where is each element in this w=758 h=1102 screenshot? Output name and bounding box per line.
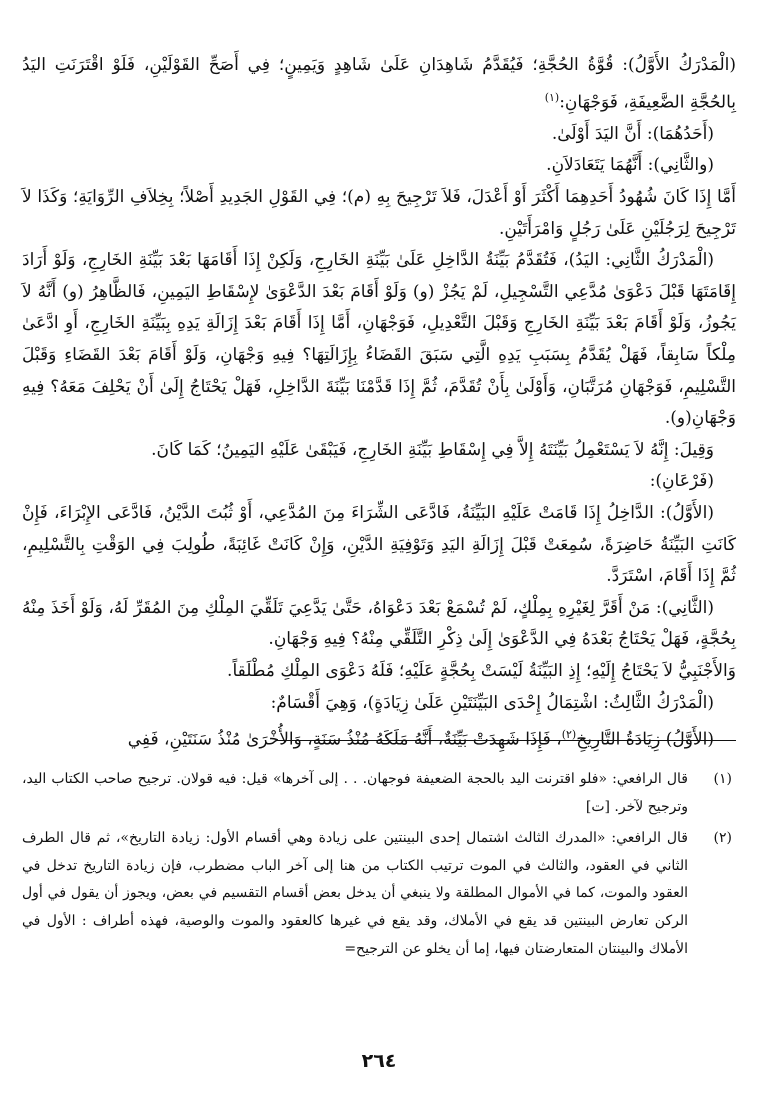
paragraph-text: ، فَإِذَا شَهِدَتْ بَيِّنَةٌ، أَنَّهُ مَلَكَهُ مُنْذُ سَنَةٍ، وَالأُخْرَىٰ مُنْذُ سَنَتَيْنِ، فَفِي	[127, 729, 562, 750]
paragraph-text: (الأَوَّلُ) زِيَادَةُ التَّارِيخِ	[576, 729, 714, 750]
footnote-number: (١)	[713, 771, 732, 787]
page-number: ٢٦٤	[361, 1050, 397, 1072]
footnote-ref[interactable]: (٢)	[561, 728, 577, 742]
footnote-separator	[276, 740, 736, 741]
paragraph	[22, 719, 736, 756]
paragraph: (الأَوَّلُ): الدَّاخِلُ إِذَا قَامَتْ عَلَيْهِ البَيِّنَةُ، فَادَّعَى الشِّرَاءَ مِنَ المُدَّعِي، أَوْ ثُبُتَ الدَّيْنُ، فَادَّعَى الإِبْرَاءَ، فَإِنْ كَانَتِ البَيِّنَةُ حَاضِرَةً، سُمِعَتْ قَبْلَ إِزَالَةِ اليَدِ وَتَوْفِيَةِ الدَّيْنِ، وَإِنْ كَانَتْ غَائِبَةً، طُولِبَ فِي الوَقْتِ بِالتَّسْلِيمِ، ثُمَّ إِذَا أَقَامَ، اسْتَرَدَّ.	[22, 502, 736, 587]
paragraph: أَمَّا إِذَا كَانَ شُهُودُ أَحَدِهِمَا أَكْثَرَ أَوْ أَعْدَلَ، فَلاَ تَرْجِيحَ بِهِ (م)؛ فِي القَوْلِ الجَدِيدِ أَصْلاً؛ بِخِلاَفِ الرِّوَايَةِ؛ وَكَذَا لاَ تَرْجِيحَ لِرَجُلَيْنِ عَلَىٰ رَجُلٍ وَامْرَأَتَيْنِ.	[22, 187, 736, 239]
paragraph: وَالأَجْنَبِيُّ لاَ يَحْتَاجُ إِلَيْهِ؛ إِذِ البَيِّنَةُ لَيْسَتْ بِحُجَّةٍ عَلَيْهِ؛ فَلَهُ دَعْوَى المِلْكِ مُطْلَقاً.	[227, 660, 736, 681]
footnote	[22, 766, 736, 821]
paragraph: (الْمَدْرَكُ الثَّالِثُ: اشْتِمَالُ إِحْدَى البَيِّنَتَيْنِ عَلَىٰ زِيَادَةٍ)، وَهِيَ أَقْسَامٌ:	[270, 692, 714, 713]
paragraph: (فَرْعَانِ):	[649, 471, 714, 492]
footnote-text: قال الرافعي: «المدرك الثالث اشتمال إحدى البينتين على زيادة وهي أقسام الأول: زيادة التاريخ»، ثم قال الطرف الثاني في العقود، والثالث في الموت ترتيب الكتاب من هنا إلى آخر الباب مضطرب، فإن زيادة التاريخ تدخل في العقود والموت، كما في الأموال المطلقة ولا ينبغي أن يدخل بعض أقسام التقسيم في بعض، ويجوز أن يقول في أول الركن تعارض البينتين قد يقع في الأملاك، وقد يقع في غيرها كالعقود والموت والوصية، فهذه أطراف : الأول في الأملاك والبينتان المتعارضتان فيها، إما أن يخلو عن الترجيح=	[22, 830, 688, 957]
footnote-text: قال الرافعي: «فلو اقترنت اليد بالحجة الضعيفة فوجهان. . . إلى آخرها» قيل: فيه قولان. ترجيح صاحب الكتاب اليد، وترجيح لآخر. [ت]	[22, 771, 688, 815]
paragraph: (الْمَدْرَكُ الثَّانِي: اليَدُ)، فَتُقَدَّمُ بَيِّنَةُ الدَّاخِلِ عَلَىٰ بَيِّنَةِ الخَارِجِ، وَلَكِنْ إِذَا أَقَامَهَا بَعْدَ بَيِّنَةِ الخَارِجِ، وَلَوْ أَرَادَ إِقَامَتَهَا قَبْلَ دَعْوَىٰ مُدَّعِي التَّسْجِيلِ، لَمْ يَجُزْ (و) وَلَوْ أَقَامَ بَعْدَ الدَّعْوَىٰ لإِسْقَاطِ اليَمِينِ، فَالظَّاهِرُ (و) أَنَّهُ لاَ يَجُوزُ، وَلَوْ أَقَامَ بَعْدَ بَيِّنَةِ الخَارِجِ وَقَبْلَ التَّعْدِيلِ، فَوَجْهَانِ، أَمَّا إِذَا أَقَامَ بَعْدَ إِزَالَةِ يَدِهِ بِبَيِّنَةِ الخَارِجِ، أَوِ ادَّعَىٰ مِلْكاً سَابِقاً، فَهَلْ يُقَدَّمُ بِسَبَبِ يَدِهِ الَّتِي سَبَقَ القَضَاءُ بِإِزَالَتِهَا؟ فِيهِ وَجْهَانِ، وَلَوْ أَقَامَ بَعْدَ القَضَاءِ وَقَبْلَ التَّسْلِيمِ، فَوَجْهَانِ مُرَتَّبَانِ، وَأَوْلَىٰ بِأَنْ تُقَدَّمَ، ثُمَّ إِذَا قَدَّمْنَا بَيِّنَةَ الدَّاخِلِ، فَهَلْ يَحْتَاجُ إِلَىٰ أَنْ يَحْلِفَ مَعَهُ؟ فِيهِ وَجْهَانِ(و).	[22, 250, 736, 429]
paragraph	[22, 50, 736, 119]
main-text-block	[22, 50, 736, 756]
paragraph: (والثَّانِي): أَنَّهُمَا يَتَعَادَلاَنِ.	[546, 155, 714, 176]
paragraph: (الثَّانِي): مَنْ أَقَرَّ لِغَيْرِهِ بِمِلْكٍ، لَمْ تُسْمَعْ بَعْدَ دَعْوَاهُ، حَتَّىٰ يَدَّعِيَ تَلَقِّيَ المِلْكِ مِنَ المُقَرِّ لَهُ، وَلَوْ أَخَذَ مِنْهُ بِحُجَّةٍ، فَهَلْ يَحْتَاجُ بَعْدَهُ فِي الدَّعْوَىٰ إِلَىٰ ذِكْرِ التَّلَقِّي مِنْهُ؟ فِيهِ وَجْهَانِ.	[22, 597, 736, 650]
paragraph-text: (الْمَدْرَكُ الأَوَّلُ): قُوَّةُ الحُجَّةِ؛ فَيُقَدَّمُ شَاهِدَانِ عَلَىٰ شَاهِدٍ وَيَمِينٍ؛ فِي أَصَحِّ القَوْلَيْنِ، فَلَوْ اقْتَرَنَتِ اليَدُ بِالحُجَّةِ الضَّعِيفَةِ، فَوَجْهَانِ:	[22, 55, 736, 113]
paragraph: وَقِيلَ: إِنَّهُ لاَ يَسْتَعْمِلُ بَيِّنَتَهُ إِلاَّ فِي إِسْقَاطِ بَيِّنَةِ الخَارِجِ، فَيَبْقَىٰ عَلَيْهِ اليَمِينُ؛ كَمَا كَانَ.	[151, 439, 714, 460]
footnote-ref[interactable]: (١)	[544, 90, 560, 104]
paragraph: (أَحَدُهُمَا): أَنَّ اليَدَ أَوْلَىٰ.	[551, 123, 714, 144]
footnote	[22, 825, 736, 963]
footnotes	[22, 766, 736, 967]
footnote-number: (٢)	[713, 830, 732, 847]
